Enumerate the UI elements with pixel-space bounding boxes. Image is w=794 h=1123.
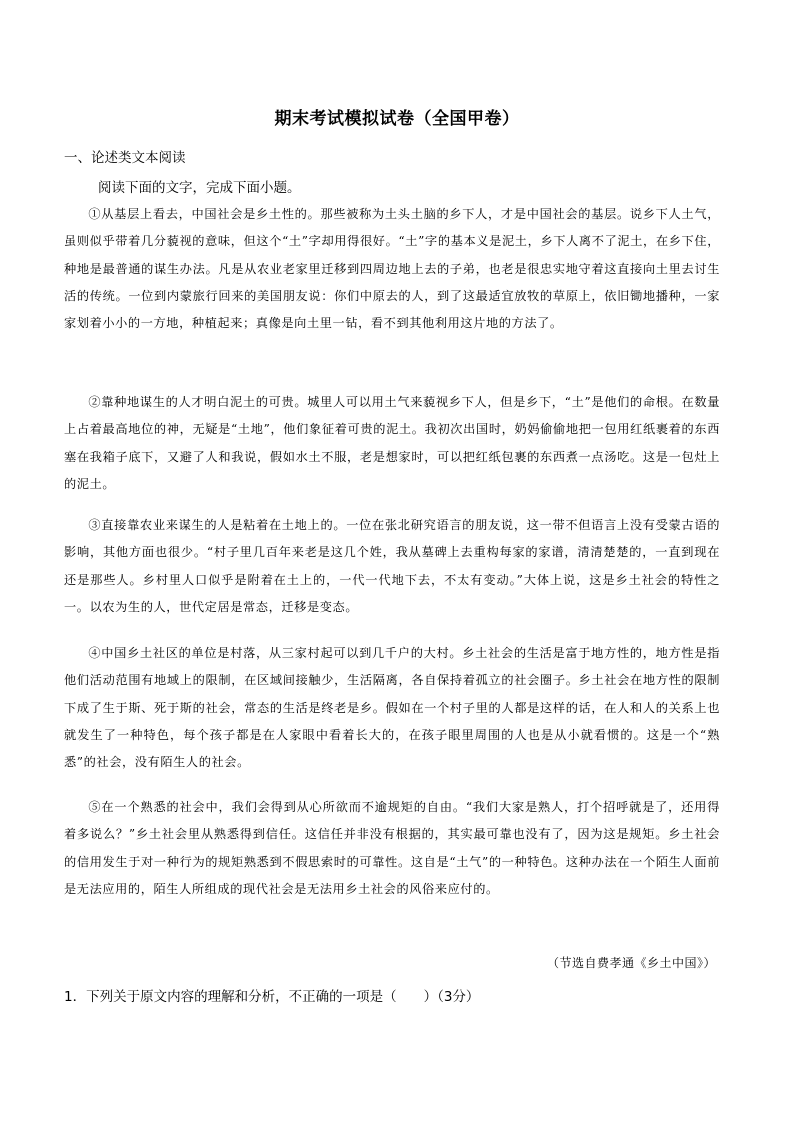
passage-paragraph-3: ③直接靠农业来谋生的人是粘着在土地上的。一位在张北研究语言的朋友说，这一带不但语言上没有受蒙古语的影响，其他方面也很少。“村子里几百年来老是这几个姓，我从墓碑上去重构每家的家谱，清清楚楚的，一直到现在还是那些人。乡村里人口似乎是附着在土上的，一代一代地下去，不太有变动。”大体上说，这是乡土社会的特性之一。以农为生的人，世代定居是常态，迁移是变态。 — [64, 518, 720, 614]
passage-paragraph-5: ⑤在一个熟悉的社会中，我们会得到从心所欲而不逾规矩的自由。“我们大家是熟人，打个招呼就是了，还用得着多说么？”乡土社会里从熟悉得到信任。这信任并非没有根据的，其实最可靠也没有了，因为这是规矩。乡土社会的信用发生于对一种行为的规矩熟悉到不假思索时的可靠性。这自是“土气”的一种特色。这种办法在一个陌生人面前是无法应用的，陌生人所组成的现代社会是无法用乡土社会的风俗来应付的。 — [64, 800, 720, 896]
reading-instruction: 阅读下面的文字，完成下面小题。 — [98, 180, 301, 196]
page-title: 期末考试模拟试卷（全国甲卷） — [274, 109, 520, 129]
section-heading: 一、论述类文本阅读 — [64, 150, 186, 166]
question-1: 1．下列关于原文内容的理解和分析，不正确的一项是（ ）（3分） — [64, 989, 480, 1005]
passage-paragraph-4: ④中国乡土社区的单位是村落，从三家村起可以到几千户的大村。乡土社会的生活是富于地方性的，地方性是指他们活动范围有地域上的限制，在区域间接触少，生活隔离，各自保持着孤立的社会圈子。乡土社会在地方性的限制下成了生于斯、死于斯的社会，常态的生活是终老是乡。假如在一个村子里的人都是这样的话，在人和人的关系上也就发生了一种特色，每个孩子都是在人家眼中看着长大的，在孩子眼里周围的人也是从小就看惯的。这是一个“熟悉”的社会，没有陌生人的社会。 — [64, 646, 720, 770]
passage-paragraph-1: ①从基层上看去，中国社会是乡土性的。那些被称为土头土脑的乡下人，才是中国社会的基层。说乡下人土气，虽则似乎带着几分藐视的意味，但这个“土”字却用得很好。“土”字的基本义是泥土，乡下人离不了泥土，在乡下住，种地是最普通的谋生办法。凡是从农业老家里迁移到四周边地上去的子弟，也老是很忠实地守着这直接向土里去讨生活的传统。一位到内蒙旅行回来的美国朋友说：你们中原去的人，到了这最适宜放牧的草原上，依旧锄地播种，一家家划着小小的一方地，种植起来；真像是向土里一钻，看不到其他利用这片地的方法了。 — [64, 207, 720, 331]
passage-paragraph-2: ②靠种地谋生的人才明白泥土的可贵。城里人可以用土气来藐视乡下人，但是乡下，“土”是他们的命根。在数量上占着最高地位的神，无疑是“土地”，他们象征着可贵的泥土。我初次出国时，奶妈偷偷地把一包用红纸裹着的东西塞在我箱子底下，又避了人和我说，假如水土不服，老是想家时，可以把红纸包裹的东西煮一点汤吃。这是一包灶上的泥土。 — [64, 395, 720, 491]
source-citation: （节选自费孝通《乡土中国》） — [546, 956, 716, 970]
